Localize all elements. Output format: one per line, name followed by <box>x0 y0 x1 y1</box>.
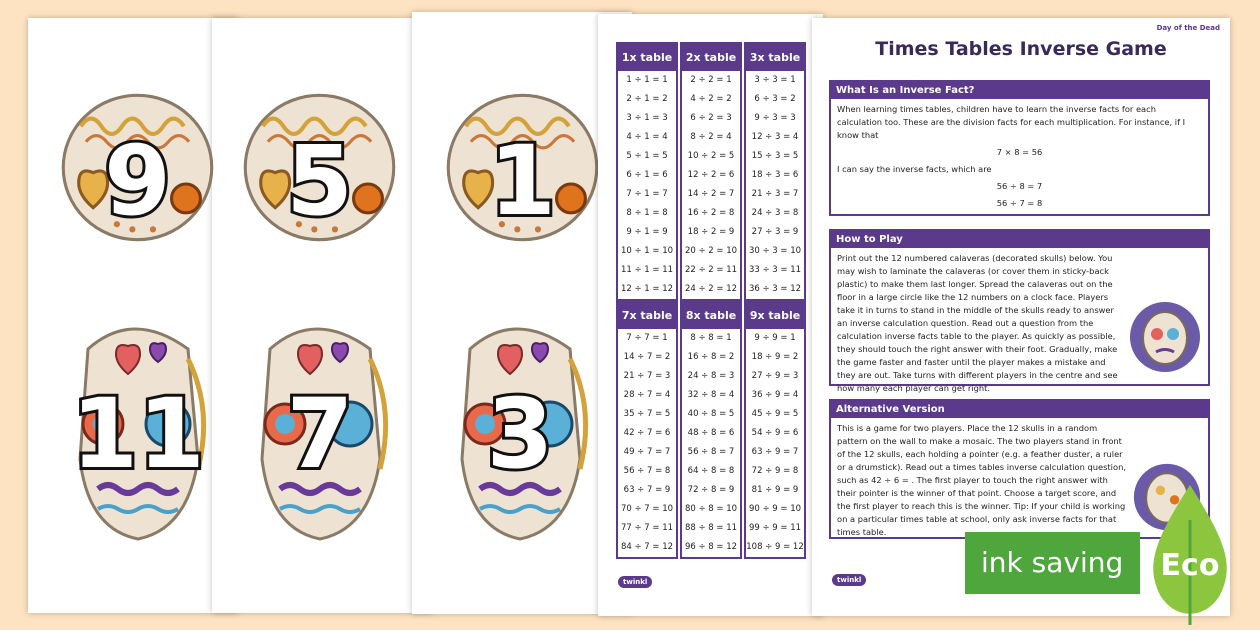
table-row: 15 ÷ 3 = 5 <box>751 151 799 161</box>
times-table-column <box>744 42 806 301</box>
skull-number: 3 <box>486 378 554 490</box>
table-row: 3 ÷ 3 = 1 <box>754 75 796 85</box>
skull-card-1-bottom <box>58 318 218 550</box>
table-row: 7 ÷ 1 = 7 <box>626 189 668 199</box>
skull-number: 9 <box>104 125 171 237</box>
table-row: 9 ÷ 1 = 9 <box>626 227 668 237</box>
table-row: 21 ÷ 3 = 7 <box>751 189 799 199</box>
inverse-fact-1: 56 ÷ 8 = 7 <box>996 181 1043 191</box>
table-row: 77 ÷ 7 = 11 <box>620 523 674 533</box>
ink-saving-label: ink saving <box>981 546 1124 579</box>
table-row: 72 ÷ 9 = 8 <box>751 466 799 476</box>
table-header: 2x table <box>682 44 740 71</box>
table-row: 9 ÷ 3 = 3 <box>754 113 796 123</box>
table-row: 56 ÷ 8 = 7 <box>687 447 735 457</box>
table-row: 84 ÷ 7 = 12 <box>620 542 674 552</box>
table-row: 45 ÷ 9 = 5 <box>751 409 799 419</box>
table-row: 40 ÷ 8 = 5 <box>687 409 735 419</box>
panel-heading: Alternative Version <box>831 401 1208 418</box>
table-row: 12 ÷ 2 = 6 <box>687 170 735 180</box>
table-header: 3x table <box>746 44 804 71</box>
table-row: 32 ÷ 8 = 4 <box>687 390 735 400</box>
page-title: Times Tables Inverse Game <box>875 38 1167 60</box>
table-row: 21 ÷ 7 = 3 <box>623 371 671 381</box>
table-row: 49 ÷ 7 = 7 <box>623 447 671 457</box>
skull-card-2-bottom <box>240 318 400 550</box>
table-row: 99 ÷ 9 = 11 <box>748 523 802 533</box>
table-row: 8 ÷ 1 = 8 <box>626 208 668 218</box>
panel-heading: What Is an Inverse Fact? <box>831 82 1208 99</box>
inverse-facts-table-page <box>598 14 823 616</box>
table-row: 72 ÷ 8 = 9 <box>687 485 735 495</box>
table-row: 4 ÷ 1 = 4 <box>626 132 668 142</box>
times-table-column <box>680 300 742 559</box>
skull-illustration-icon <box>1128 300 1202 374</box>
table-row: 6 ÷ 2 = 3 <box>690 113 732 123</box>
panel-text: I can say the inverse facts, which are <box>837 164 992 174</box>
table-row: 56 ÷ 7 = 8 <box>623 466 671 476</box>
skull-number: 1 <box>489 125 556 237</box>
skull-number: 7 <box>286 378 354 490</box>
eco-leaf-icon <box>1140 480 1240 625</box>
table-row: 35 ÷ 7 = 5 <box>623 409 671 419</box>
times-table-column <box>616 42 678 301</box>
panel-text: This is a game for two players. Place the 12 skulls in a random pattern on the wall to make a mosaic. The two players stand in front of the 12 skulls, each holding a pointer (e.g. a feather duster, a ruler or a drumstick). Read out a times tables inverse calculation question, such as 42 ÷ 6 = . The first player to touch the right answer with their pointer is the winner of that point. Choose a target score, and the first player to reach this is the winner. Tip: If your child is working on a particular times table at school, only ask inverse facts for that times table. <box>837 423 1126 537</box>
table-row: 33 ÷ 3 = 11 <box>748 265 802 275</box>
skull-card-2-top <box>242 85 397 250</box>
table-row: 90 ÷ 9 = 10 <box>748 504 802 514</box>
table-header: 1x table <box>618 44 676 71</box>
times-table-column <box>616 300 678 559</box>
table-row: 5 ÷ 1 = 5 <box>626 151 668 161</box>
table-row: 3 ÷ 1 = 3 <box>626 113 668 123</box>
table-row: 16 ÷ 8 = 2 <box>687 352 735 362</box>
twinkl-logo: twinkl <box>618 576 652 588</box>
table-row: 24 ÷ 8 = 3 <box>687 371 735 381</box>
table-row: 8 ÷ 8 = 1 <box>690 333 732 343</box>
times-table-column <box>680 42 742 301</box>
table-row: 2 ÷ 1 = 2 <box>626 94 668 104</box>
panel-text: Print out the 12 numbered calaveras (decorated skulls) below. You may wish to laminate the calaveras (or cover them in sticky-back plastic) to make them last longer. Spread the calaveras out on the floor in a large circle like the 12 numbers on a clock face. Players take it in turns to stand in the middle of the skulls ready to answer an inverse calculation question. Read out a question from the calculation inverse facts table to the player. As quickly as possible, they should touch the right answer with their foot. Gradually, make the game faster and faster until the player makes a mistake and they are out. Take turns with different players in the centre and see how many each player can get right. <box>837 253 1118 393</box>
table-row: 8 ÷ 2 = 4 <box>690 132 732 142</box>
table-row: 63 ÷ 9 = 7 <box>751 447 799 457</box>
table-row: 64 ÷ 8 = 8 <box>687 466 735 476</box>
table-row: 14 ÷ 2 = 7 <box>687 189 735 199</box>
table-row: 48 ÷ 8 = 6 <box>687 428 735 438</box>
theme-tag: Day of the Dead <box>1156 24 1220 32</box>
table-row: 22 ÷ 2 = 11 <box>684 265 738 275</box>
table-row: 6 ÷ 1 = 6 <box>626 170 668 180</box>
table-row: 12 ÷ 1 = 12 <box>620 284 674 294</box>
table-row: 24 ÷ 2 = 12 <box>684 284 738 294</box>
table-row: 30 ÷ 3 = 10 <box>748 246 802 256</box>
table-row: 42 ÷ 7 = 6 <box>623 428 671 438</box>
table-row: 4 ÷ 2 = 2 <box>690 94 732 104</box>
table-row: 81 ÷ 9 = 9 <box>751 485 799 495</box>
table-row: 18 ÷ 9 = 2 <box>751 352 799 362</box>
table-row: 63 ÷ 7 = 9 <box>623 485 671 495</box>
table-row: 70 ÷ 7 = 10 <box>620 504 674 514</box>
table-row: 7 ÷ 7 = 1 <box>626 333 668 343</box>
table-header: 9x table <box>746 302 804 329</box>
table-row: 88 ÷ 8 = 11 <box>684 523 738 533</box>
inverse-fact-2: 56 ÷ 7 = 8 <box>996 198 1043 208</box>
panel-heading: How to Play <box>831 231 1208 248</box>
table-header: 7x table <box>618 302 676 329</box>
table-row: 96 ÷ 8 = 12 <box>684 542 738 552</box>
skull-card-3-top <box>445 85 600 250</box>
what-is-inverse-panel <box>829 80 1210 216</box>
table-row: 11 ÷ 1 = 11 <box>620 265 674 275</box>
skull-card-1-top <box>60 85 215 250</box>
panel-text: When learning times tables, children have to learn the inverse facts for each calculation too. These are the division facts for each multiplication. For instance, if I know that <box>837 104 1186 140</box>
eco-label: Eco <box>1160 548 1220 583</box>
table-row: 18 ÷ 3 = 6 <box>751 170 799 180</box>
table-row: 16 ÷ 2 = 8 <box>687 208 735 218</box>
table-row: 6 ÷ 3 = 2 <box>754 94 796 104</box>
table-row: 27 ÷ 3 = 9 <box>751 227 799 237</box>
table-row: 28 ÷ 7 = 4 <box>623 390 671 400</box>
table-row: 9 ÷ 9 = 1 <box>754 333 796 343</box>
example-equation: 7 × 8 = 56 <box>996 147 1043 157</box>
table-header: 8x table <box>682 302 740 329</box>
table-row: 1 ÷ 1 = 1 <box>626 75 668 85</box>
how-to-play-panel <box>829 229 1210 393</box>
table-row: 18 ÷ 2 = 9 <box>687 227 735 237</box>
table-row: 12 ÷ 3 = 4 <box>751 132 799 142</box>
table-row: 14 ÷ 7 = 2 <box>623 352 671 362</box>
times-table-column <box>744 300 806 559</box>
table-row: 27 ÷ 9 = 3 <box>751 371 799 381</box>
skull-number: 5 <box>286 125 353 237</box>
table-row: 54 ÷ 9 = 6 <box>751 428 799 438</box>
table-row: 10 ÷ 2 = 5 <box>687 151 735 161</box>
table-row: 2 ÷ 2 = 1 <box>690 75 732 85</box>
table-row: 36 ÷ 9 = 4 <box>751 390 799 400</box>
table-row: 80 ÷ 8 = 10 <box>684 504 738 514</box>
skull-card-3-bottom <box>440 318 600 550</box>
ink-saving-badge <box>965 532 1140 594</box>
table-row: 20 ÷ 2 = 10 <box>684 246 738 256</box>
twinkl-logo: twinkl <box>832 574 866 586</box>
table-row: 10 ÷ 1 = 10 <box>620 246 674 256</box>
table-row: 36 ÷ 3 = 12 <box>748 284 802 294</box>
table-row: 108 ÷ 9 = 12 <box>746 542 804 552</box>
table-row: 24 ÷ 3 = 8 <box>751 208 799 218</box>
skull-number: 11 <box>71 378 205 490</box>
